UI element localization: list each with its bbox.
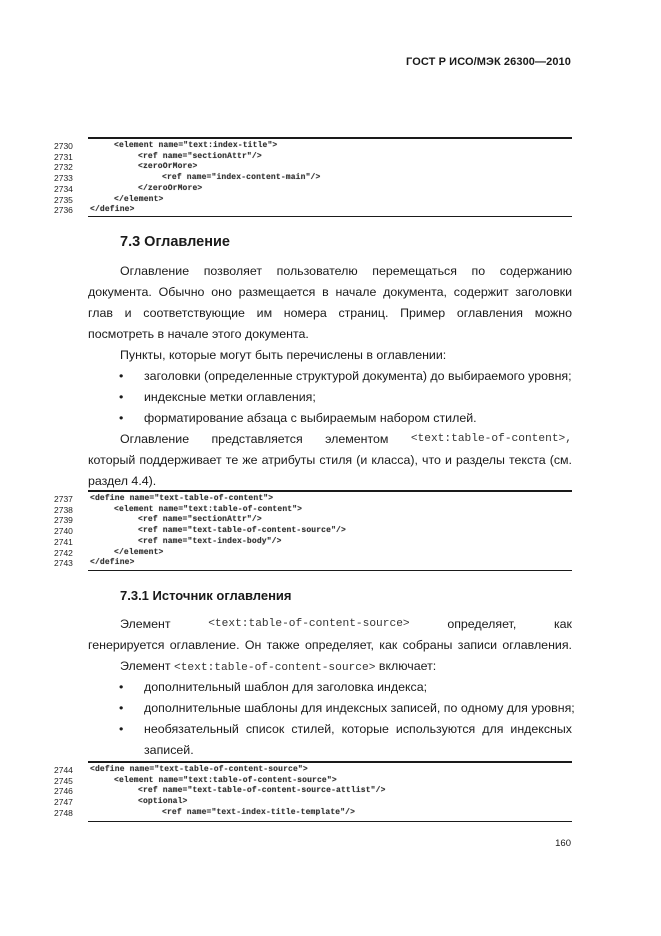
text-word: Оглавление (120, 432, 190, 446)
code-text: <ref name="text-index-body"/> (138, 536, 282, 546)
code-block-bottom-rule (88, 216, 572, 217)
line-number: 2740 (54, 526, 73, 537)
line-number: 2747 (54, 797, 73, 808)
list-item-text: форматирование абзаца с выбираемым набором стилей. (144, 411, 477, 425)
code-text: </element> (114, 547, 164, 557)
section-heading-7-3-1: 7.3.1 Источник оглавления (120, 588, 292, 603)
code-text: </zeroOrMore> (138, 183, 203, 193)
line-number: 2745 (54, 775, 73, 786)
line-number: 2748 (54, 807, 73, 818)
text-word: представляется (211, 432, 303, 446)
line-number: 2741 (54, 536, 73, 547)
line-number: 2731 (54, 151, 73, 162)
list-item-text: записей. (144, 743, 194, 757)
inline-code: <text:table-of-content>, (410, 433, 572, 445)
text-line: раздел 4.4). (88, 474, 157, 488)
bullet-icon: • (119, 411, 124, 425)
code-text: <ref name="text-table-of-content-source-attlist"/> (138, 786, 386, 796)
code-text: <zeroOrMore> (138, 162, 198, 172)
code-text: </define> (90, 558, 135, 568)
line-number: 2736 (54, 205, 73, 216)
page-number: 160 (555, 838, 571, 849)
code-text: <define name="text-table-of-content"> (90, 494, 274, 503)
text-line: посмотреть в начале этого документа. (88, 327, 309, 341)
line-number: 2730 (54, 141, 73, 151)
document-header: ГОСТ Р ИСО/МЭК 26300—2010 (406, 56, 571, 68)
line-number: 2738 (54, 504, 73, 515)
line-number: 2732 (54, 162, 73, 173)
text-line: документа. Обычно оно размещается в начале документа, содержит заголовки (88, 285, 572, 299)
code-text: <define name="text-table-of-content-source"> (90, 765, 308, 774)
bullet-icon: • (119, 680, 124, 694)
text-line: который поддерживает те же атрибуты стиля (и класса), что и разделы текста (см. (88, 453, 572, 467)
text-word: Элемент (120, 617, 171, 631)
code-block-bottom-rule (88, 570, 572, 571)
paragraph-intro (88, 261, 572, 345)
line-number: 2742 (54, 547, 73, 558)
code-text: <optional> (138, 797, 188, 807)
inline-code: <text:table-of-content-source> (174, 662, 376, 674)
bullet-icon: • (119, 701, 124, 715)
line-number: 2744 (54, 765, 73, 775)
code-text: <ref name="sectionAttr"/> (138, 151, 262, 161)
code-block-top-rule (88, 490, 572, 492)
code-text: <element name="text:index-title"> (114, 141, 278, 150)
text-line: Пункты, которые могут быть перечислены в оглавлении: (120, 348, 447, 362)
code-text: <ref name="text-table-of-content-source"/> (138, 526, 346, 536)
text-word: как (553, 617, 572, 631)
inline-code: <text:table-of-content-source> (208, 618, 410, 630)
code-text: </define> (90, 205, 135, 215)
code-text: </element> (114, 194, 164, 204)
code-text: <ref name="sectionAttr"/> (138, 515, 262, 525)
list-item-text: необязательный список стилей, которые используются для индексных (144, 722, 572, 736)
paragraph-items-lead (88, 345, 572, 366)
text-line: Оглавление позволяет пользователю перемещаться по содержанию (120, 264, 572, 278)
line-number: 2735 (54, 194, 73, 205)
list-item-text: заголовки (определенные структурой документа) до выбираемого уровня; (144, 369, 572, 383)
code-block-top-rule (88, 137, 572, 139)
line-number: 2739 (54, 515, 73, 526)
paragraph-source-desc (88, 614, 572, 656)
text-line: генерируется оглавление. Он также определяет, как собраны записи оглавления. (88, 638, 572, 652)
text-line (88, 429, 572, 450)
text-word: определяет, (447, 617, 517, 631)
section-heading-7-3: 7.3 Оглавление (120, 234, 230, 250)
line-number: 2733 (54, 173, 73, 184)
paragraph-element-desc (88, 429, 572, 492)
code-block-bottom-rule (88, 821, 572, 822)
line-number: 2743 (54, 558, 73, 569)
code-text: <element name="text:table-of-content-source"> (114, 775, 337, 785)
line-number: 2734 (54, 183, 73, 194)
list-item-text: индексные метки оглавления; (144, 390, 316, 404)
text-line (88, 656, 572, 677)
bullet-icon: • (119, 722, 124, 736)
code-text: <element name="text:table-of-content"> (114, 504, 303, 514)
bullet-icon: • (119, 369, 124, 383)
code-block-top-rule (88, 761, 572, 763)
line-number: 2746 (54, 786, 73, 797)
code-text: <ref name="text-index-title-template"/> (162, 807, 356, 817)
text-line: глав и соответствующие им номера страниц. Пример оглавления можно (88, 306, 572, 320)
code-text: <ref name="index-content-main"/> (162, 173, 321, 183)
list-item-text: дополнительные шаблоны для индексных записей, по одному для уровня; (144, 701, 575, 715)
text-word: включает: (375, 659, 437, 673)
bullet-icon: • (119, 390, 124, 404)
paragraph-includes (88, 656, 572, 677)
list-item-text: дополнительный шаблон для заголовка индекса; (144, 680, 428, 694)
text-line (88, 614, 572, 635)
text-word: элементом (325, 432, 389, 446)
text-word: Элемент (120, 659, 174, 673)
line-number: 2737 (54, 494, 73, 504)
